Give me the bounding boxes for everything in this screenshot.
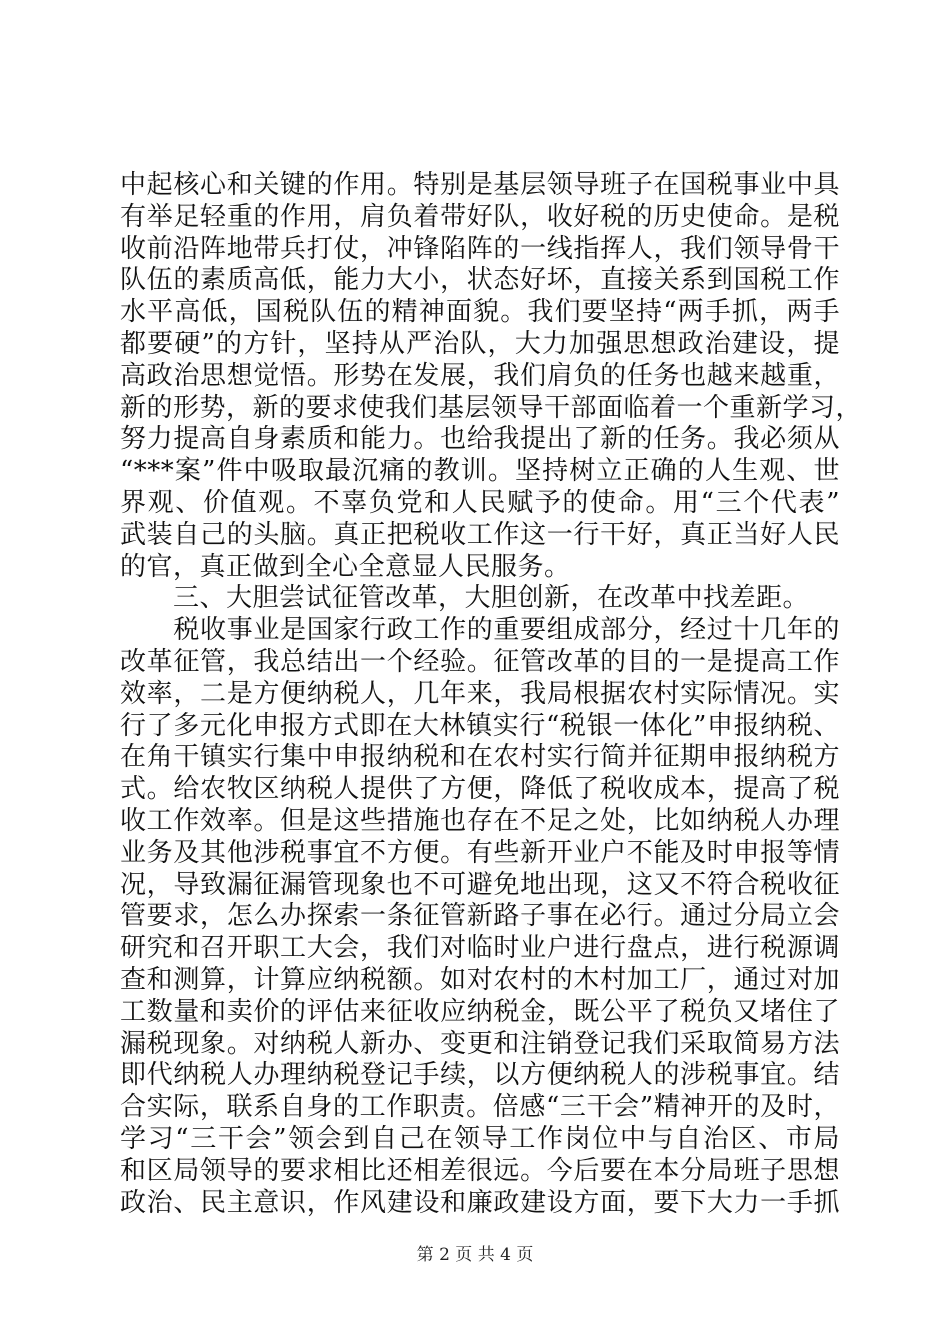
- text-line: 管要求，怎么办探索一条征管新路子事在必行。通过分局立会: [120, 901, 840, 932]
- text-line: 研究和召开职工大会，我们对临时业户进行盘点，进行税源调: [120, 933, 840, 964]
- text-line: 漏税现象。对纳税人新办、变更和注销登记我们采取简易方法: [120, 1028, 840, 1059]
- text-line: 学习“三干会”领会到自己在领导工作岗位中与自治区、市局: [120, 1123, 840, 1154]
- text-line: 武装自己的头脑。真正把税收工作这一行干好，真正当好人民: [120, 519, 840, 550]
- text-line: 效率，二是方便纳税人，几年来，我局根据农村实际情况。实: [120, 678, 840, 709]
- text-line: 政治、民主意识，作风建设和廉政建设方面，要下大力一手抓: [120, 1187, 840, 1218]
- text-line: 行了多元化申报方式即在大林镇实行“税银一体化”申报纳税、: [120, 710, 840, 741]
- text-line: 查和测算，计算应纳税额。如对农村的木村加工厂，通过对加: [120, 964, 840, 995]
- section-heading: 三、大胆尝试征管改革，大胆创新，在改革中找差距。: [120, 583, 810, 614]
- text-line: 都要硬”的方针，坚持从严治队，大力加强思想政治建设，提: [120, 328, 840, 359]
- text-line: 队伍的素质高低，能力大小，状态好坏，直接关系到国税工作: [120, 265, 840, 296]
- text-line: 努力提高自身素质和能力。也给我提出了新的任务。我必须从: [120, 424, 840, 455]
- text-line: 的官，真正做到全心全意显人民服务。: [120, 551, 571, 582]
- text-line: 改革征管，我总结出一个经验。征管改革的目的一是提高工作: [120, 646, 840, 677]
- text-line: 高政治思想觉悟。形势在发展，我们肩负的任务也越来越重，: [120, 360, 840, 391]
- text-line: 税收事业是国家行政工作的重要组成部分，经过十几年的: [120, 615, 840, 646]
- text-line: 在角干镇实行集中申报纳税和在农村实行简并征期申报纳税方: [120, 742, 840, 773]
- text-line: 界观、价值观。不辜负党和人民赋予的使命。用“三个代表”: [120, 487, 840, 518]
- body-text: [120, 170, 863, 1219]
- text-line: 中起核心和关键的作用。特别是基层领导班子在国税事业中具: [120, 170, 840, 200]
- text-line: 收前沿阵地带兵打仗，冲锋陷阵的一线指挥人，我们领导骨干: [120, 233, 840, 264]
- text-line: 合实际，联系自身的工作职责。倍感“三干会”精神开的及时，: [120, 1092, 840, 1123]
- text-line: “***案”件中吸取最沉痛的教训。坚持树立正确的人生观、世: [120, 456, 840, 487]
- text-line: 况，导致漏征漏管现象也不可避免地出现，这又不符合税收征: [120, 869, 840, 900]
- text-line: 业务及其他涉税事宜不方便。有些新开业户不能及时申报等情: [120, 837, 840, 868]
- page-number-footer: 第 2 页 共 4 页: [416, 1245, 534, 1265]
- text-line: 新的形势，新的要求使我们基层领导干部面临着一个重新学习，: [120, 392, 863, 423]
- text-line: 即代纳税人办理纳税登记手续，以方便纳税人的涉税事宜。结: [120, 1060, 840, 1091]
- text-line: 工数量和卖价的评估来征收应纳税金，既公平了税负又堵住了: [120, 996, 840, 1027]
- text-line: 有举足轻重的作用，肩负着带好队，收好税的历史使命。是税: [120, 201, 840, 232]
- text-line: 水平高低，国税队伍的精神面貌。我们要坚持“两手抓，两手: [120, 297, 840, 328]
- text-line: 式。给农牧区纳税人提供了方便，降低了税收成本，提高了税: [120, 774, 840, 805]
- text-line: 和区局领导的要求相比还相差很远。今后要在本分局班子思想: [120, 1155, 840, 1186]
- text-line: 收工作效率。但是这些措施也存在不足之处，比如纳税人办理: [120, 805, 840, 836]
